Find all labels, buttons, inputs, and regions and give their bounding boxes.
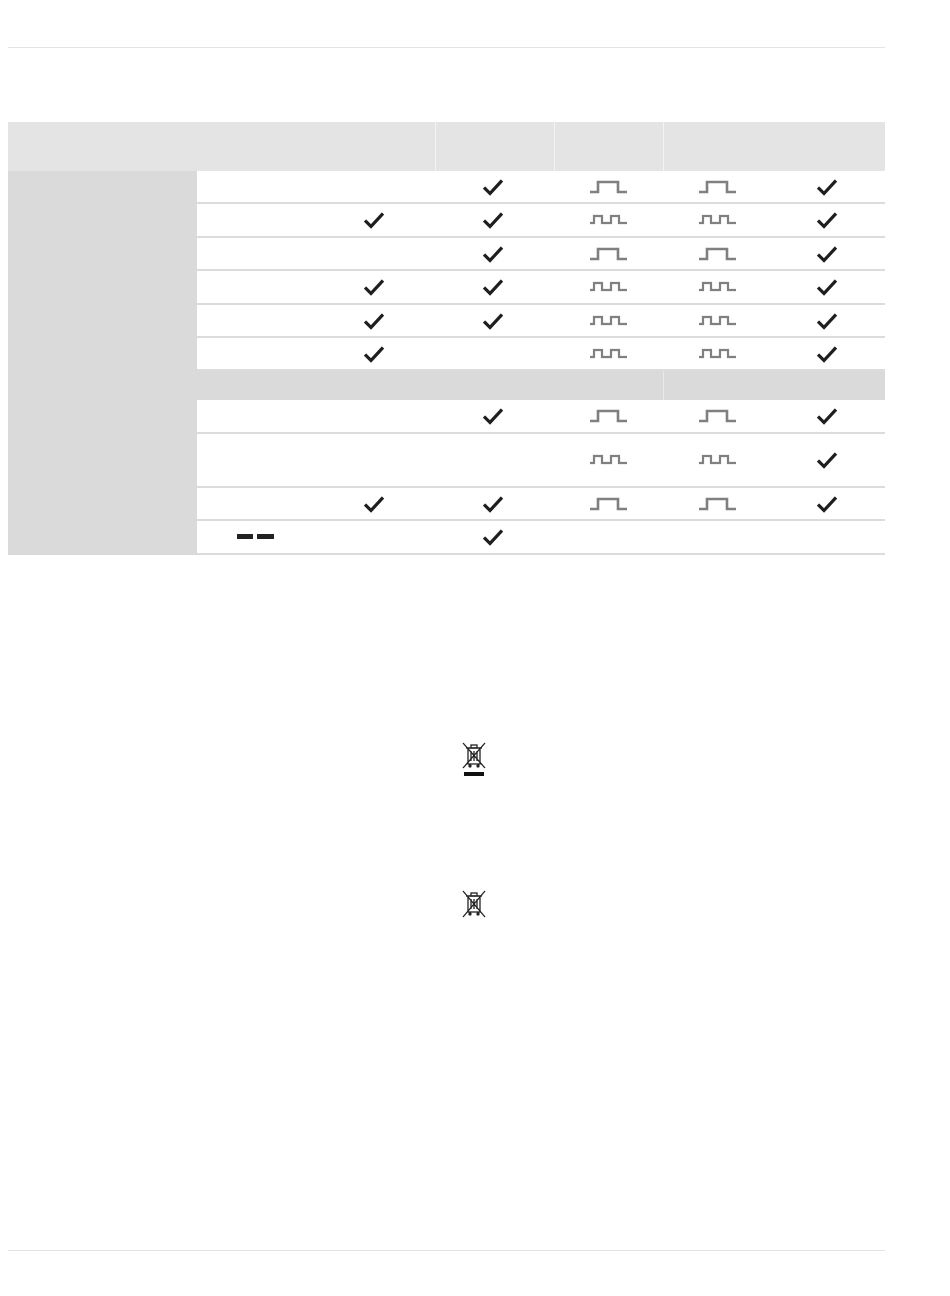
check-icon [482, 178, 504, 196]
bottom-rule [8, 1250, 885, 1251]
check-icon [363, 312, 385, 330]
double-pulse-icon [698, 278, 738, 296]
check-icon [816, 312, 838, 330]
top-rule [8, 47, 885, 48]
check-icon [816, 211, 838, 229]
check-icon [482, 312, 504, 330]
check-icon [482, 211, 504, 229]
row-divider [197, 553, 885, 555]
double-pulse-icon [589, 451, 629, 469]
table-row [197, 238, 885, 271]
weee-bin-with-bar-icon [461, 741, 487, 775]
table-row [197, 338, 885, 371]
compatibility-table [8, 122, 885, 555]
double-pulse-icon [589, 345, 629, 363]
check-icon [482, 278, 504, 296]
table-row [197, 488, 885, 521]
double-pulse-icon [698, 211, 738, 229]
single-pulse-icon [589, 245, 629, 263]
table-row [197, 305, 885, 338]
double-pulse-icon [589, 312, 629, 330]
weee-bin-icon [461, 889, 487, 923]
check-icon [816, 407, 838, 425]
single-pulse-icon [589, 407, 629, 425]
single-pulse-icon [589, 495, 629, 513]
table-row [197, 171, 885, 204]
check-icon [816, 345, 838, 363]
check-icon [482, 407, 504, 425]
check-icon [816, 495, 838, 513]
check-icon [816, 278, 838, 296]
check-icon [363, 345, 385, 363]
double-pulse-icon [589, 278, 629, 296]
table-row [197, 400, 885, 434]
table-row [197, 434, 885, 488]
check-icon [816, 451, 838, 469]
single-pulse-icon [698, 245, 738, 263]
single-pulse-icon [698, 178, 738, 196]
single-pulse-icon [589, 178, 629, 196]
check-icon [482, 495, 504, 513]
double-pulse-icon [589, 211, 629, 229]
table-row [197, 521, 885, 555]
check-icon [482, 528, 504, 546]
single-pulse-icon [698, 407, 738, 425]
double-pulse-icon [698, 451, 738, 469]
check-icon [363, 211, 385, 229]
table-row [197, 271, 885, 305]
check-icon [816, 178, 838, 196]
check-icon [363, 495, 385, 513]
dc-dash-icon [236, 532, 276, 542]
check-icon [816, 245, 838, 263]
table-side-column [8, 171, 197, 555]
single-pulse-icon [698, 495, 738, 513]
check-icon [363, 278, 385, 296]
table-header [8, 122, 885, 171]
double-pulse-icon [698, 312, 738, 330]
check-icon [482, 245, 504, 263]
table-row [197, 204, 885, 238]
section-divider-band [197, 371, 885, 400]
double-pulse-icon [698, 345, 738, 363]
